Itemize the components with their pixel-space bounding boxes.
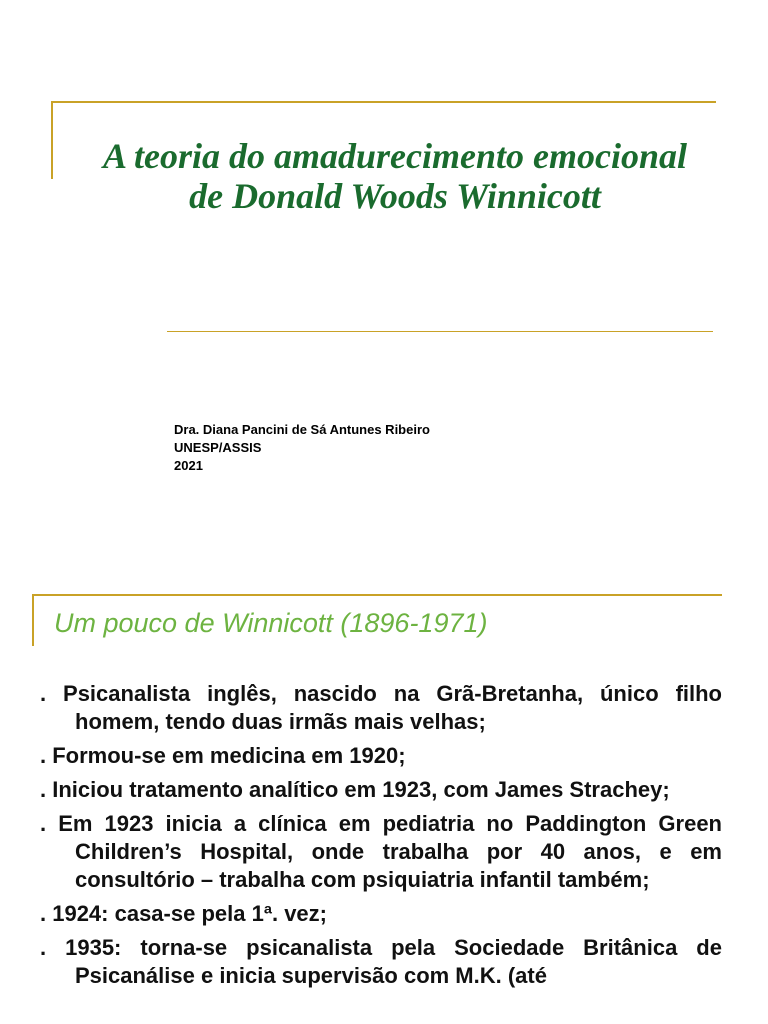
year: 2021 [174, 458, 203, 473]
author-name: Dra. Diana Pancini de Sá Antunes Ribeiro [174, 422, 430, 437]
bullet-item: . Formou-se em medicina em 1920; [40, 743, 406, 768]
institution: UNESP/ASSIS [174, 440, 262, 455]
presentation-title [60, 136, 730, 216]
title-line-1: A teoria do amadurecimento emocional [103, 136, 687, 176]
author-block [174, 421, 430, 475]
bullet-item: . Em 1923 inicia a clínica em pediatria no Paddington Green Children’s Hospital, onde trabalha por 40 anos, e em consultório – trabalha com psiquiatria infantil também; [40, 811, 722, 892]
bottom-rule [167, 331, 713, 332]
left-rule [51, 101, 53, 179]
bullet-list [40, 680, 722, 996]
bullet-item: . Psicanalista inglês, nascido na Grã-Bretanha, único filho homem, tendo duas irmãs mais velhas; [40, 681, 722, 734]
content-slide [0, 580, 768, 1024]
bullet-item: . 1924: casa-se pela 1ª. vez; [40, 901, 327, 926]
title-line-2: de Donald Woods Winnicott [189, 176, 601, 216]
bullet-item: . Iniciou tratamento analítico em 1923, com James Strachey; [40, 777, 670, 802]
left-rule [32, 594, 34, 646]
slide-heading: Um pouco de Winnicott (1896-1971) [54, 608, 488, 638]
top-rule [51, 101, 716, 103]
bullet-item: . 1935: torna-se psicanalista pela Sociedade Britânica de Psicanálise e inicia supervisão com M.K. (até [40, 935, 722, 988]
top-rule [32, 594, 722, 596]
